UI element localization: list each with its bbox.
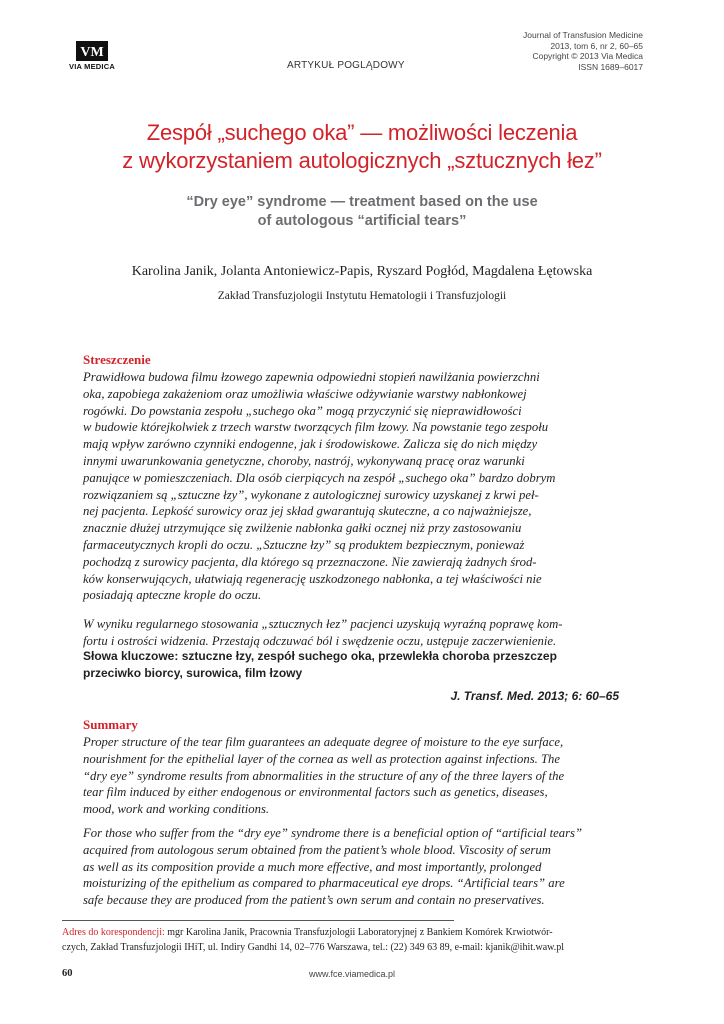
text-line: panujące w pomieszczeniach. Dla osób cierpiących na zespół „suchego oka” bardzo dobrym [83, 470, 556, 485]
subtitle-line: “Dry eye” syndrome — treatment based on the use [186, 194, 538, 210]
via-medica-logo-mark [76, 41, 108, 61]
abstract-en-heading: Summary [83, 717, 138, 732]
abstract-pl-paragraph-2 [83, 616, 617, 650]
text-line: as well as its composition provide a much more effective, and most importantly, prolonged [83, 859, 542, 874]
journal-info-line: Journal of Transfusion Medicine [522, 30, 643, 40]
text-line: “dry eye” syndrome results from abnormalities in the structure of any of the three layers of the [83, 768, 565, 783]
journal-website: www.fce.viamedica.pl [309, 969, 396, 979]
footnote-line [62, 925, 642, 940]
text-line: farmaceutycznych kropli do oczu. „Sztuczne łzy” są produktem bezpiecznym, ponieważ [83, 537, 525, 552]
footnote-line: czych, Zakład Transfuzjologii IHiT, ul. Indiry Gandhi 14, 02–776 Warszawa, tel.: (22) 349 63 89, e-mail: kjanik@ihit.waw.pl [62, 942, 565, 953]
footnote-divider [62, 920, 454, 921]
text-line: safe because they are produced from the patient’s own serum and contain no preservatives. [83, 893, 545, 908]
citation: J. Transf. Med. 2013; 6: 60–65 [450, 689, 619, 703]
text-line: rozwiązaniem są „sztuczne łzy”, wykonane z autologicznej surowicy uzyskanej z krwi peł- [83, 487, 539, 502]
text-line: Prawidłowa budowa filmu łzowego zapewnia odpowiedni stopień nawilżania powierzchni [83, 370, 540, 384]
text-line: pochodzą z surowicy pacjenta, dla którego są przeznaczone. Nie zawierają żadnych środ- [83, 554, 537, 569]
title-line: z wykorzystaniem autologicznych „sztucznych łez” [122, 148, 602, 173]
journal-info-line: 2013, tom 6, nr 2, 60–65 [550, 40, 643, 51]
text-line: tear film induced by either endogenous or environmental factors such as genetics, diseases, [83, 785, 548, 800]
text-line: w budowie którejkolwiek z trzech warstw tworzących film łzowy. Na powstanie tego zespołu [83, 420, 549, 435]
text-line: ków konserwujących, ułatwiają regenerację uszkodzonego nabłonka, a tej właściwości nie [83, 571, 542, 586]
text-line: moisturizing of the epithelium as compared to pharmaceutical eye drops. “Artificial tears” are [83, 876, 565, 891]
article-category: ARTYKUŁ POGLĄDOWY [287, 60, 405, 71]
text-line: mood, work and working conditions. [83, 802, 270, 817]
text-line: acquired from autologous serum obtained from the patient’s whole blood. Viscosity of serum [83, 842, 551, 857]
publisher-logo [62, 41, 122, 71]
text-line: posiadają apteczne krople do oczu. [83, 588, 262, 603]
abstract-pl-paragraph-1 [83, 369, 617, 604]
keywords [83, 648, 623, 682]
text-line: mają wpływ zarówno czynniki endogenne, jak i środowiskowe. Zalicza się do nich między [83, 437, 538, 452]
text-line: For those who suffer from the “dry eye” syndrome there is a beneficial option of “artificial tears” [83, 826, 583, 840]
logo-mark-text: VM [80, 45, 104, 60]
affiliation: Zakład Transfuzjologii Instytutu Hematologii i Transfuzjologii [217, 290, 507, 302]
journal-info [523, 30, 643, 72]
author-list: Karolina Janik, Jolanta Antoniewicz-Papis, Ryszard Pogłód, Magdalena Łętowska [131, 264, 593, 279]
footnote-text: mgr Karolina Janik, Pracownia Transfuzjologii Laboratoryjnej z Bankiem Komórek Krwiotwór- [164, 927, 553, 938]
logo-brand-text: VIA MEDICA [69, 62, 115, 71]
abstract-en-paragraph-2 [83, 825, 617, 909]
article-english-title [80, 193, 644, 231]
text-line: rogówki. Do powstania zespołu „suchego oka” mogą przyczynić się nieprawidłowości [83, 403, 522, 418]
text-line: Proper structure of the tear film guarantees an adequate degree of moisture to the eye surface, [83, 735, 564, 749]
journal-info-line: Copyright © 2013 Via Medica [532, 51, 643, 62]
abstract-pl-heading: Streszczenie [83, 352, 151, 367]
text-line: znacznie dłużej utrzymujące się zwilżenie nabłonka gałki ocznej niż przy zastosowaniu [83, 521, 522, 536]
journal-info-line: ISSN 1689–6017 [578, 61, 643, 72]
article-title [40, 119, 684, 175]
abstract-en-paragraph-1 [83, 734, 617, 818]
footnote-label: Adres do korespondencji: [62, 927, 165, 938]
text-line: innymi uwarunkowania genetyczne, choroby, nastrój, wykonywaną pracę oraz warunki [83, 453, 525, 468]
page-number: 60 [62, 968, 73, 979]
keywords-line: przeciwko biorcy, surowica, film łzowy [83, 666, 303, 680]
text-line: fortu i ostrości widzenia. Przestają odczuwać ból i swędzenie oczu, ustępuje zaczerwienienie. [83, 633, 557, 648]
correspondence-footnote [62, 925, 642, 955]
title-line: Zespół „suchego oka” — możliwości leczenia [146, 120, 578, 145]
text-line: W wyniku regularnego stosowania „sztucznych łez” pacjenci uzyskują wyraźną poprawę kom- [83, 617, 563, 631]
text-line: oka, zapobiega zakażeniom oraz umożliwia właściwe odżywianie warstwy nabłonkowej [83, 386, 527, 401]
text-line: nourishment for the epithelial layer of the cornea as well as protection against infections. The [83, 751, 561, 766]
subtitle-line: of autologous “artificial tears” [257, 213, 467, 229]
text-line: nej pacjenta. Lepkość surowicy oraz jej skład gwarantują skuteczne, a co najważniejsze, [83, 504, 532, 519]
keywords-line: Słowa kluczowe: sztuczne łzy, zespół suchego oka, przewlekła choroba przeszczep [83, 649, 557, 663]
